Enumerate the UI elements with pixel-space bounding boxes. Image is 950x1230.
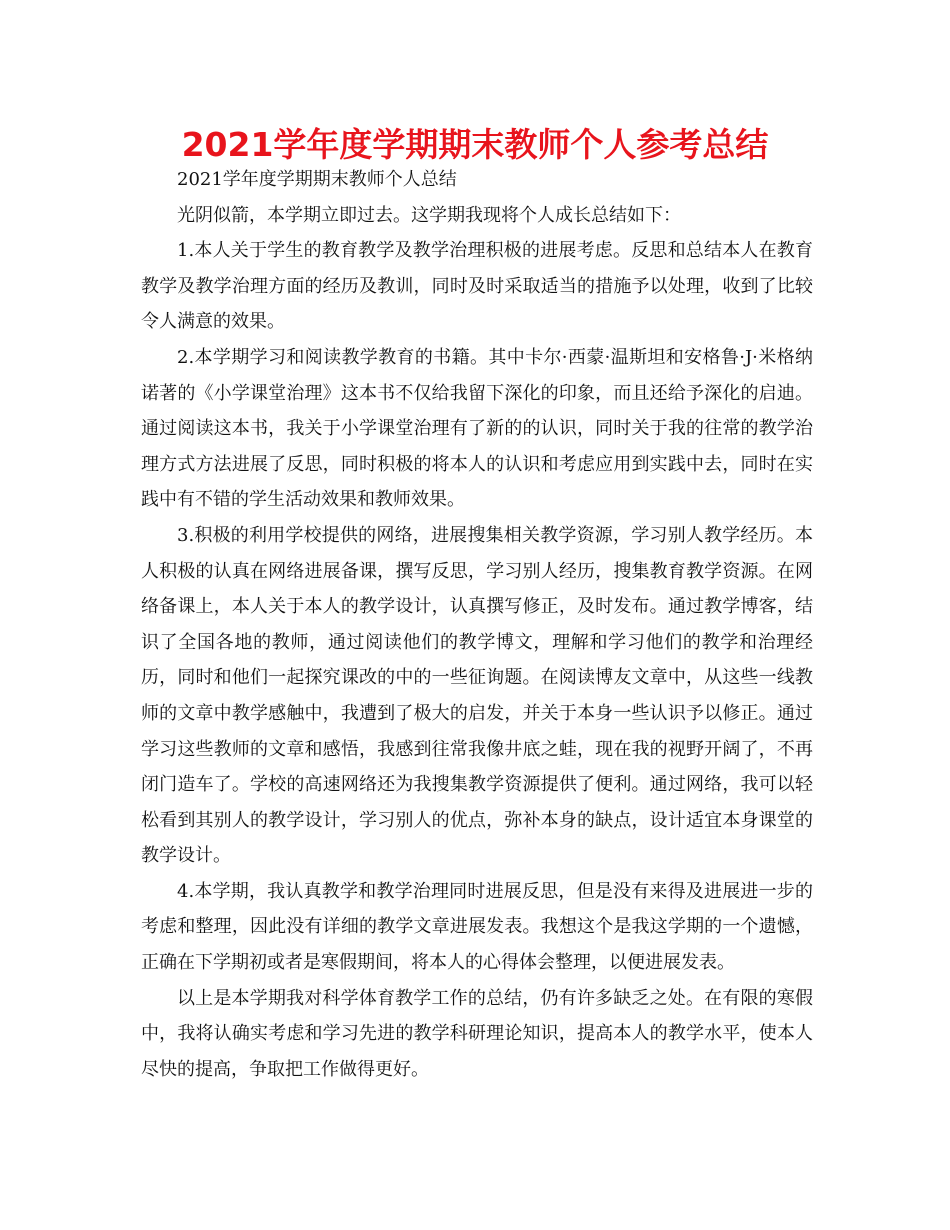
document-subtitle: 2021学年度学期期末教师个人总结 xyxy=(177,169,457,190)
paragraph-intro: 光阴似箭，本学期立即过去。这学期我现将个人成长总结如下： xyxy=(177,204,681,226)
paragraph-item-4: 4.本学期，我认真教学和教学治理同时进展反思，但是没有来得及进展进一步的考虑和整理，因此没有详细的教学文章进展发表。我想这个是我这学期的一个遗憾，正确在下学期初或者是寒假期间，将本人的心得体会整理，以便进展发表。 xyxy=(141,880,813,974)
paragraph-item-3: 3.积极的利用学校提供的网络，进展搜集相关教学资源，学习别人教学经历。本人积极的认真在网络进展备课，撰写反思，学习别人经历，搜集教育教学资源。在网络备课上，本人关于本人的教学设计，认真撰写修正，及时发布。通过教学博客，结识了全国各地的教师，通过阅读他们的教学博文，理解和学习他们的教学和治理经历，同时和他们一起探究课改的中的一些征询题。在阅读博友文章中，从这些一线教师的文章中教学感触中，我遭到了极大的启发，并关于本身一些认识予以修正。通过学习这些教师的文章和感悟，我感到往常我像井底之蛙，现在我的视野开阔了，不再闭门造车了。学校的高速网络还为我搜集教学资源提供了便利。通过网络，我可以轻松看到其别人的教学设计，学习别人的优点，弥补本身的缺点，设计适宜本身课堂的教学设计。 xyxy=(141,524,813,867)
document-title: 2021学年度学期期末教师个人参考总结 xyxy=(181,125,769,164)
paragraph-item-2: 2.本学期学习和阅读教学教育的书籍。其中卡尔·西蒙·温斯坦和安格鲁·J·米格纳诺著的《小学课堂治理》这本书不仅给我留下深化的印象，而且还给予深化的启迪。通过阅读这本书，我关于小学课堂治理有了新的的认识，同时关于我的往常的教学治理方式方法进展了反思，同时积极的将本人的认识和考虑应用到实践中去，同时在实践中有不错的学生活动效果和教师效果。 xyxy=(141,346,813,511)
paragraph-item-1: 1.本人关于学生的教育教学及教学治理积极的进展考虑。反思和总结本人在教育教学及教学治理方面的经历及教训，同时及时采取适当的措施予以处理，收到了比较令人满意的效果。 xyxy=(141,240,813,333)
paragraph-conclusion: 以上是本学期我对科学体育教学工作的总结，仍有许多缺乏之处。在有限的寒假中，我将认确实考虑和学习先进的教学科研理论知识，提高本人的教学水平，使本人尽快的提高，争取把工作做得更好。 xyxy=(141,987,813,1080)
document-body xyxy=(141,162,813,1087)
